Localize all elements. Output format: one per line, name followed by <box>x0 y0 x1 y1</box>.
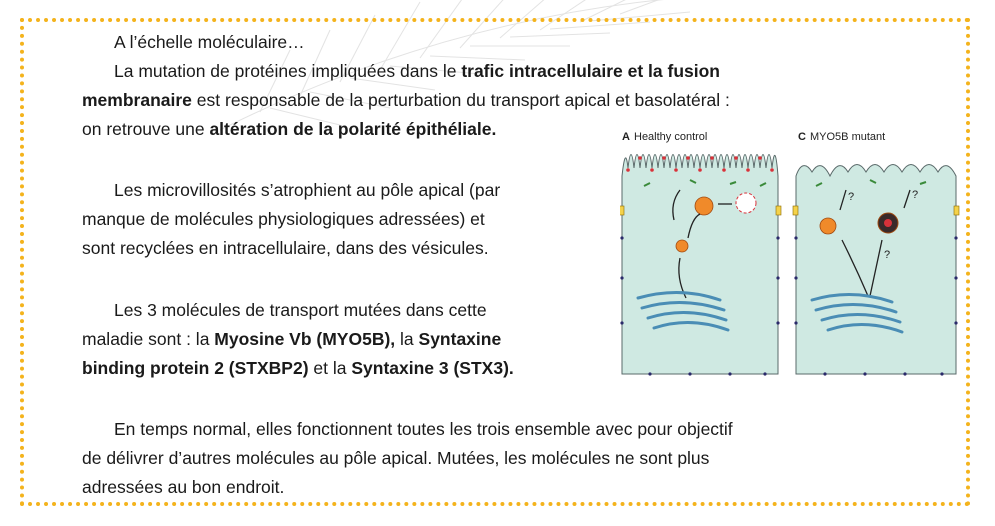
para3-line2-start: maladie sont : la <box>82 329 215 349</box>
para4-line1 <box>82 415 733 443</box>
panel-c-title: MYO5B mutant <box>810 131 886 143</box>
para1-line1 <box>82 57 720 85</box>
para3-stx3: Syntaxine 3 (STX3). <box>351 358 514 378</box>
para3-line2 <box>82 325 501 353</box>
para3-myo5b: Myosine Vb (MYO5B), <box>214 329 396 349</box>
para2-line1 <box>82 176 500 204</box>
para1-line3-start: on retrouve une <box>82 119 210 139</box>
para4-line1-text: En temps normal, elles fonctionnent toutes les trois ensemble avec pour objectif <box>114 419 733 439</box>
panel-c-cell <box>793 165 959 376</box>
question-mark-3: ? <box>884 249 891 261</box>
para2-line3-text: sont recyclées en intracellulaire, dans des vésicules. <box>82 238 489 258</box>
para1-start: La mutation de protéines impliquées dans le <box>114 61 462 81</box>
para1-mid: est responsable de la perturbation du transport apical et basolatéral : <box>191 90 730 110</box>
panel-a-cell <box>620 155 781 376</box>
para2-line2 <box>82 205 485 233</box>
question-mark-1: ? <box>848 191 855 203</box>
para1-line3 <box>82 115 496 143</box>
para1-bold2: membranaire <box>82 90 192 110</box>
panel-c-letter: C <box>798 131 806 143</box>
intro-text: A l’échelle moléculaire… <box>114 32 305 52</box>
para3-line1-text: Les 3 molécules de transport mutées dans cette <box>114 300 487 320</box>
para4-line2 <box>82 444 709 472</box>
para1-line2 <box>82 86 730 114</box>
panel-a-letter: A <box>622 131 630 143</box>
para3-line3-mid: et la <box>308 358 352 378</box>
para3-line2-mid: la <box>395 329 419 349</box>
para2-line2-text: manque de molécules physiologiques adressées) et <box>82 209 485 229</box>
para3-line1 <box>82 296 487 324</box>
para1-bold3: altération de la polarité épithéliale. <box>209 119 497 139</box>
para2-line3 <box>82 234 489 262</box>
para3-syntaxine: Syntaxine <box>418 329 502 349</box>
para4-line2-text: de délivrer d’autres molécules au pôle apical. Mutées, les molécules ne sont plus <box>82 448 710 468</box>
panel-a-title: Healthy control <box>634 131 708 143</box>
para3-stxbp2: binding protein 2 (STXBP2) <box>82 358 309 378</box>
para3-line3 <box>82 354 514 382</box>
para4-line3 <box>82 473 284 501</box>
para2-line1-text: Les microvillosités s’atrophient au pôle apical (par <box>114 180 501 200</box>
para1-bold1: trafic intracellulaire et la fusion <box>461 61 721 81</box>
para4-line3-text: adressées au bon endroit. <box>82 477 285 497</box>
intro-line <box>82 28 305 56</box>
cell-polarity-figure <box>620 128 966 378</box>
question-mark-2: ? <box>912 189 919 201</box>
